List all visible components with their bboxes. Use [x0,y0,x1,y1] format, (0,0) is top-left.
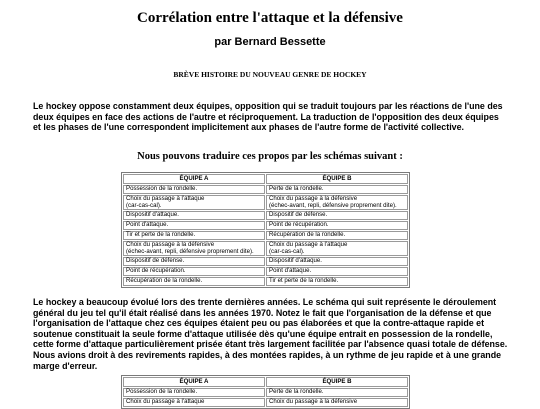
document-title: Corrélation entre l'attaque et la défensive [137,10,403,26]
table-row [123,231,408,240]
table-header-row [123,377,408,387]
document-author: par Bernard Bessette [214,36,326,48]
table-header-equipe-b: ÉQUIPE B [266,377,408,387]
table-row [123,185,408,194]
table-header-equipe-b: ÉQUIPE B [266,174,408,184]
table-row [123,221,408,230]
table-cell: Dispositif de défense. [266,211,408,220]
table-cell: Dispositif d'attaque. [123,211,265,220]
table-cell: Point de récupération. [123,267,265,276]
table-cell: Choix du passage à l'attaque (car-cas-cal). [266,241,408,257]
table-cell: Point d'attaque. [266,267,408,276]
table-cell: Dispositif d'attaque. [266,257,408,266]
table-row [123,195,408,211]
table-cell: Perte de la rondelle. [266,388,408,397]
table-row [123,388,408,397]
table-cell: Point d'attaque. [123,221,265,230]
table-cell: Possession de la rondelle. [123,388,265,397]
table-cell: Perte de la rondelle. [266,185,408,194]
table-cell: Choix du passage à la défensive (échec-avant, repli, défensive proprement dite). [266,195,408,211]
table-row [123,257,408,266]
comparison-table-1 [121,172,410,288]
table-cell: Récupération de la rondelle. [123,277,265,286]
schema-intro: Nous pouvons traduire ces propos par les schémas suivant : [137,151,403,162]
table-cell: Choix du passage à la défensive [266,398,408,407]
table-row [123,241,408,257]
table-cell: Choix du passage à l'attaque (car-cas-cal). [123,195,265,211]
table-cell: Tir et perte de la rondelle. [266,277,408,286]
table-cell: Point de récupération. [266,221,408,230]
table-cell: Récupération de la rondelle. [266,231,408,240]
paragraph-intro: Le hockey oppose constamment deux équipes, opposition qui se traduit toujours par les réactions de l'une des deux équipes en face des actions de l'autre et réciproquement. La traduction de l'opposition des deux équipes et les phases de l'une correspondent implicitement aux phases de l'autre forme de l'activité collective. [33,101,503,133]
table-header-equipe-a: ÉQUIPE A [123,174,265,184]
table-header-row [123,174,408,184]
document-subtitle: BRÈVE HISTOIRE DU NOUVEAU GENRE DE HOCKEY [173,70,367,79]
table-row [123,277,408,286]
table-cell: Choix du passage à la défensive (échec-avant, repli, défensive proprement dite). [123,241,265,257]
comparison-table-2 [121,375,410,409]
table-row [123,211,408,220]
paragraph-history: Le hockey a beaucoup évolué lors des trente dernières années. Le schéma qui suit représente le déroulement général du jeu tel qu'il était réalisé dans les années 1970. Notez le fait que l'organisation de la défense et que l'organisation de l'attaque chez ces équipes étaient peu ou pas élaborées et que la contre-attaque rapide et soutenue constituait la seule forme d'attaque utilisée dès qu'une équipe entrait en possession de la rondelle, cette forme d'attaque particulièrement prisée étant très largement facilitée par l'absence quasi totale de défense. Nous avions droit à des revirements rapides, à des montées rapides, à un rythme de jeu rapide et à une grande marge d'erreur. [33,297,508,371]
table-cell: Tir et perte de la rondelle. [123,231,265,240]
table-row [123,398,408,407]
table-cell: Dispositif de défense. [123,257,265,266]
table-header-equipe-a: ÉQUIPE A [123,377,265,387]
table-cell: Choix du passage à l'attaque [123,398,265,407]
table-row [123,267,408,276]
table-cell: Possession de la rondelle. [123,185,265,194]
